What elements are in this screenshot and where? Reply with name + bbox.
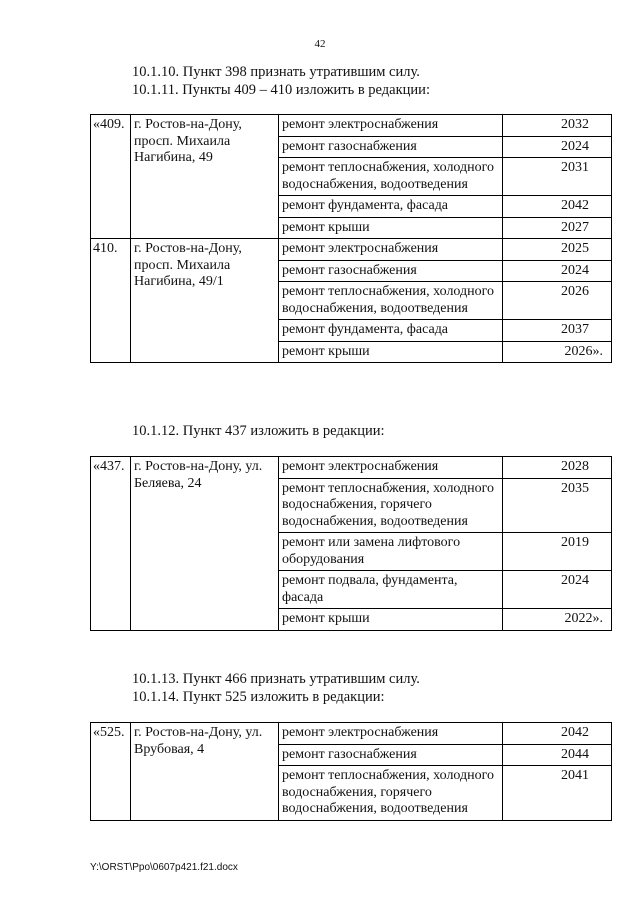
work-type: ремонт теплоснабжения, холодного водоснабжения, горячего водоснабжения, водоотведения	[279, 478, 503, 533]
work-type: ремонт теплоснабжения, холодного водоснабжения, водоотведения	[279, 158, 503, 196]
work-year: 2022».	[503, 609, 612, 631]
work-type: ремонт крыши	[279, 341, 503, 363]
work-type: ремонт подвала, фундамента, фасада	[279, 571, 503, 609]
work-year: 2042	[503, 196, 612, 218]
work-year: 2042	[503, 723, 612, 745]
work-year: 2024	[503, 260, 612, 282]
work-type: ремонт электроснабжения	[279, 723, 503, 745]
work-year: 2031	[503, 158, 612, 196]
item-address: г. Ростов-на-Дону, просп. Михаила Нагибина, 49	[131, 115, 279, 239]
work-year: 2024	[503, 136, 612, 158]
table-item-525	[90, 722, 612, 821]
work-year: 2035	[503, 478, 612, 533]
table-row	[91, 239, 612, 261]
work-year: 2025	[503, 239, 612, 261]
work-type: ремонт теплоснабжения, холодного водоснабжения, водоотведения	[279, 282, 503, 320]
table-item-437	[90, 456, 612, 631]
item-number: «525.	[91, 723, 131, 821]
item-address: г. Ростов-на-Дону, ул. Беляева, 24	[131, 457, 279, 631]
paragraph-10-1-11: 10.1.11. Пункты 409 – 410 изложить в редакции:	[132, 82, 430, 98]
table-row	[91, 723, 612, 745]
work-type: ремонт крыши	[279, 609, 503, 631]
page-number: 42	[314, 38, 326, 50]
work-year: 2027	[503, 217, 612, 239]
work-type: ремонт фундамента, фасада	[279, 320, 503, 342]
work-year: 2044	[503, 744, 612, 766]
work-type: ремонт теплоснабжения, холодного водоснабжения, горячего водоснабжения, водоотведения	[279, 766, 503, 821]
work-year: 2028	[503, 457, 612, 479]
table-items-409-410	[90, 114, 612, 363]
table-row	[91, 115, 612, 137]
work-type: ремонт электроснабжения	[279, 239, 503, 261]
table-row	[91, 457, 612, 479]
file-path-footer: Y:\ORST\Ppo\0607p421.f21.docx	[90, 862, 238, 873]
work-year: 2041	[503, 766, 612, 821]
item-number: 410.	[91, 239, 131, 363]
item-number: «409.	[91, 115, 131, 239]
work-year: 2026	[503, 282, 612, 320]
item-number: «437.	[91, 457, 131, 631]
paragraph-10-1-12: 10.1.12. Пункт 437 изложить в редакции:	[132, 423, 385, 439]
work-type: ремонт или замена лифтового оборудования	[279, 533, 503, 571]
work-year: 2024	[503, 571, 612, 609]
work-type: ремонт газоснабжения	[279, 744, 503, 766]
work-year: 2037	[503, 320, 612, 342]
paragraph-10-1-10: 10.1.10. Пункт 398 признать утратившим силу.	[132, 64, 420, 80]
work-type: ремонт электроснабжения	[279, 457, 503, 479]
work-type: ремонт фундамента, фасада	[279, 196, 503, 218]
work-year: 2019	[503, 533, 612, 571]
item-address: г. Ростов-на-Дону, ул. Врубовая, 4	[131, 723, 279, 821]
work-type: ремонт газоснабжения	[279, 260, 503, 282]
work-type: ремонт крыши	[279, 217, 503, 239]
paragraph-10-1-13: 10.1.13. Пункт 466 признать утратившим силу.	[132, 671, 420, 687]
work-type: ремонт электроснабжения	[279, 115, 503, 137]
work-type: ремонт газоснабжения	[279, 136, 503, 158]
work-year: 2032	[503, 115, 612, 137]
paragraph-10-1-14: 10.1.14. Пункт 525 изложить в редакции:	[132, 689, 385, 705]
item-address: г. Ростов-на-Дону, просп. Михаила Нагибина, 49/1	[131, 239, 279, 363]
work-year: 2026».	[503, 341, 612, 363]
